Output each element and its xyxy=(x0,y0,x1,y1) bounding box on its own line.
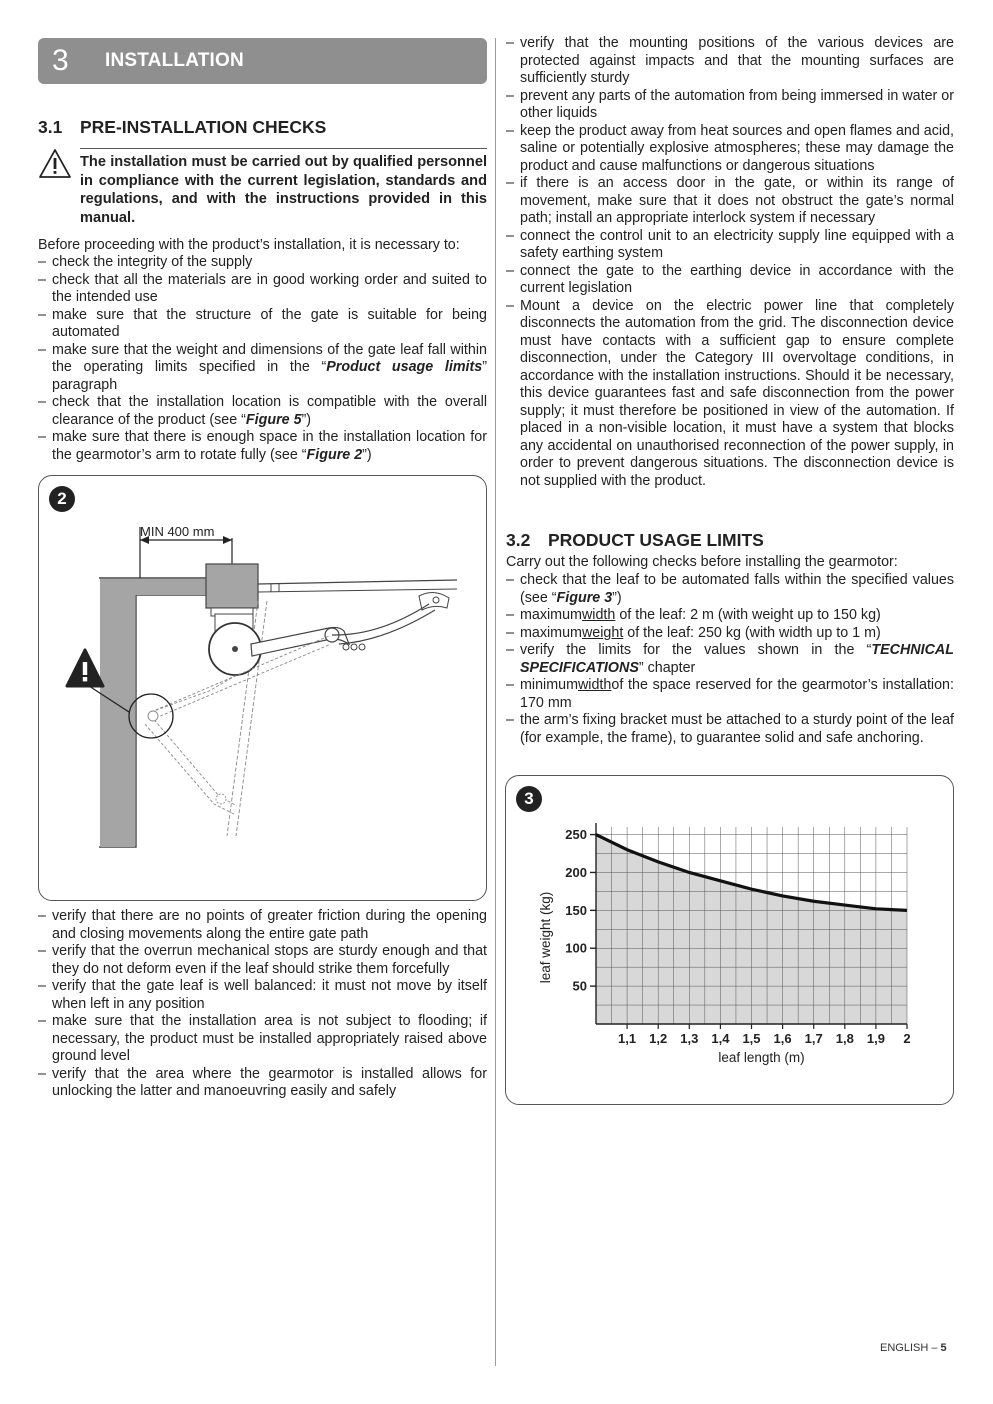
list-item-tail: ” chapter xyxy=(638,659,696,676)
list-item xyxy=(506,625,954,643)
list-item-text: make sure that there is enough space in the installation location for the gearmotor’s arm to rotate fully (see “ xyxy=(52,429,487,463)
list-item-text: make sure that the weight and dimensions of the gate leaf fall within the operating limits specified in the “ xyxy=(52,341,487,375)
dimension-label: MIN 400 mm xyxy=(140,524,215,539)
list-item: – check the integrity of the supply xyxy=(38,254,487,272)
list-item: – the arm’s fixing bracket must be attached to a sturdy point of the leaf (for example, the frame), to guarantee solid and safe anchoring. xyxy=(506,712,954,747)
y-tick-label: 50 xyxy=(572,978,587,994)
list-item xyxy=(38,429,487,464)
footer-language: ENGLISH – xyxy=(880,1342,941,1354)
list-item-tail: ” paragraph xyxy=(52,359,487,393)
list-item-text: minimum xyxy=(520,677,578,693)
underlined-term: weight xyxy=(581,624,624,641)
list-item xyxy=(38,342,487,395)
list-item: – make sure that the installation area is not subject to flooding; if necessary, the product must be installed appropriately raised above ground level xyxy=(38,1013,487,1066)
usage-limits-list xyxy=(506,572,954,747)
gearmotor-box xyxy=(206,564,258,608)
list-item: – verify that the overrun mechanical stops are sturdy enough and that they do not deform even if the leaf should strike them forcefully xyxy=(38,943,487,978)
pre-install-list-continued xyxy=(38,908,487,1101)
x-tick-label: 1,1 xyxy=(618,1031,637,1046)
list-item: – verify that the area where the gearmotor is installed allows for unlocking the latter and manoeuvring easily and safely xyxy=(38,1066,487,1101)
warning-rule xyxy=(80,148,487,149)
list-item-text: check that the leaf to be automated falls within the specified values (see “ xyxy=(520,572,954,606)
pre-install-list xyxy=(38,254,487,464)
list-item: – connect the control unit to an electricity supply line equipped with a safety earthing system xyxy=(506,228,954,263)
section-title: PRODUCT USAGE LIMITS xyxy=(548,530,764,550)
warning-text: The installation must be carried out by qualified personnel in compliance with the current legislation, standards and regulations, and with the instructions provided in this manual. xyxy=(80,154,487,226)
page-number: 5 xyxy=(940,1342,947,1354)
list-item: – make sure that the structure of the gate is suitable for being automated xyxy=(38,307,487,342)
list-item-tail: ”) xyxy=(362,446,372,463)
chapter-header xyxy=(38,38,487,84)
x-tick-label: 1,6 xyxy=(773,1031,792,1046)
section-number: 3.1 xyxy=(38,117,63,137)
list-item-tail: of the leaf: 250 kg (with width up to 1 m) xyxy=(623,624,881,641)
y-tick-label: 150 xyxy=(565,902,587,918)
y-tick-label: 250 xyxy=(565,827,587,843)
section-3-1-heading xyxy=(38,117,326,137)
list-item xyxy=(506,642,954,677)
weight-length-chart xyxy=(506,776,955,1106)
list-item-tail: ”) xyxy=(301,411,312,428)
x-tick-label: 1,7 xyxy=(804,1031,823,1046)
list-item-tail: of the space reserved for the gearmotor’s installation: 170 mm xyxy=(520,677,954,711)
x-tick-label: 1,5 xyxy=(742,1031,761,1046)
list-item: – check that all the materials are in good working order and suited to the intended use xyxy=(38,272,487,307)
list-item xyxy=(38,394,487,429)
list-item: – if there is an access door in the gate, or within its range of movement, make sure that it does not obstruct the gate’s normal path; install an appropriate interlock system if necessary xyxy=(506,175,954,228)
figure-2-box xyxy=(38,475,487,901)
page-footer xyxy=(880,1341,947,1355)
ref-figure-3-link[interactable]: Figure 3 xyxy=(556,589,613,606)
x-tick-label: 1,8 xyxy=(835,1031,854,1046)
list-item-text: maximum xyxy=(520,624,582,641)
ref-technical-specs-link[interactable]: TECHNICAL SPECIFICATIONS xyxy=(520,642,954,676)
x-tick-label: 1,4 xyxy=(711,1031,730,1046)
pre-install-intro: Before proceeding with the product’s installation, it is necessary to: xyxy=(38,237,460,253)
list-item-text: check that the installation location is compatible with the overall clearance of the product (see “ xyxy=(52,394,487,428)
figure-2-diagram xyxy=(39,476,488,902)
hazard-warning-icon xyxy=(67,650,103,686)
list-item: – connect the gate to the earthing device in accordance with the current legislation xyxy=(506,263,954,298)
list-item xyxy=(506,607,954,625)
y-tick-label: 200 xyxy=(565,864,587,880)
list-item: – keep the product away from heat sources and open flames and acid, saline or potentially explosive atmospheres; these may damage the product and cause malfunctions or dangerous situations xyxy=(506,123,954,176)
section-3-2-heading xyxy=(506,530,764,550)
list-item-text: verify the limits for the values shown in the “ xyxy=(520,642,872,658)
ref-usage-limits-link[interactable]: Product usage limits xyxy=(326,359,483,375)
list-item: – verify that there are no points of greater friction during the opening and closing movements along the entire gate path xyxy=(38,908,487,943)
x-tick-label: 1,9 xyxy=(866,1031,885,1046)
list-item: – Mount a device on the electric power line that completely disconnects the automation from the grid. The disconnection device must have contacts with a sufficient gap to ensure complete disconnection, under the Category III overvoltage conditions, in accordance with the installation instructions. Should it be necessary, this device guarantees fast and safe disconnection from the power supply; it must therefore be positioned in view of the automation. If placed in a non-visible location, it must have a system that blocks any accidental on unauthorised reconnection of the power supply, in order to prevent dangerous situations. The disconnection device is not supplied with the product. xyxy=(506,298,954,491)
underlined-term: width xyxy=(581,607,616,623)
pre-install-list-right xyxy=(506,35,954,490)
list-item-tail: ”) xyxy=(612,589,622,606)
figure-3-box xyxy=(505,775,954,1105)
y-tick-label: 100 xyxy=(565,940,587,956)
underlined-term: width xyxy=(577,677,612,693)
x-tick-label: 1,2 xyxy=(649,1031,668,1046)
list-item-tail: of the leaf: 2 m (with weight up to 150 kg) xyxy=(615,607,881,623)
section-title: PRE-INSTALLATION CHECKS xyxy=(80,117,327,137)
x-axis-label: leaf length (m) xyxy=(718,1050,805,1065)
usage-limits-intro: Carry out the following checks before installing the gearmotor: xyxy=(506,554,898,570)
pillar-top-fill xyxy=(100,579,206,595)
figure-2-badge: 2 xyxy=(49,486,75,512)
column-divider xyxy=(495,38,496,1366)
ref-figure-5-link[interactable]: Figure 5 xyxy=(245,411,302,428)
list-item xyxy=(506,677,954,712)
list-item: – prevent any parts of the automation from being immersed in water or other liquids xyxy=(506,88,954,123)
list-item: – verify that the gate leaf is well balanced: it must not move by itself when left in any position xyxy=(38,978,487,1013)
warning-triangle-icon xyxy=(38,148,72,180)
list-item xyxy=(506,572,954,607)
section-number: 3.2 xyxy=(506,530,531,550)
figure-3-badge: 3 xyxy=(516,786,542,812)
list-item: – verify that the mounting positions of the various devices are protected against impacts and that the mounting surfaces are sufficiently sturdy xyxy=(506,35,954,88)
x-tick-label: 2 xyxy=(903,1031,911,1046)
list-item-text: maximum xyxy=(520,607,582,623)
chapter-number: 3 xyxy=(52,44,69,77)
chapter-title: INSTALLATION xyxy=(105,50,244,71)
x-tick-label: 1,3 xyxy=(680,1031,699,1046)
y-axis-label: leaf weight (kg) xyxy=(538,891,553,984)
ref-figure-2-link[interactable]: Figure 2 xyxy=(306,446,363,463)
